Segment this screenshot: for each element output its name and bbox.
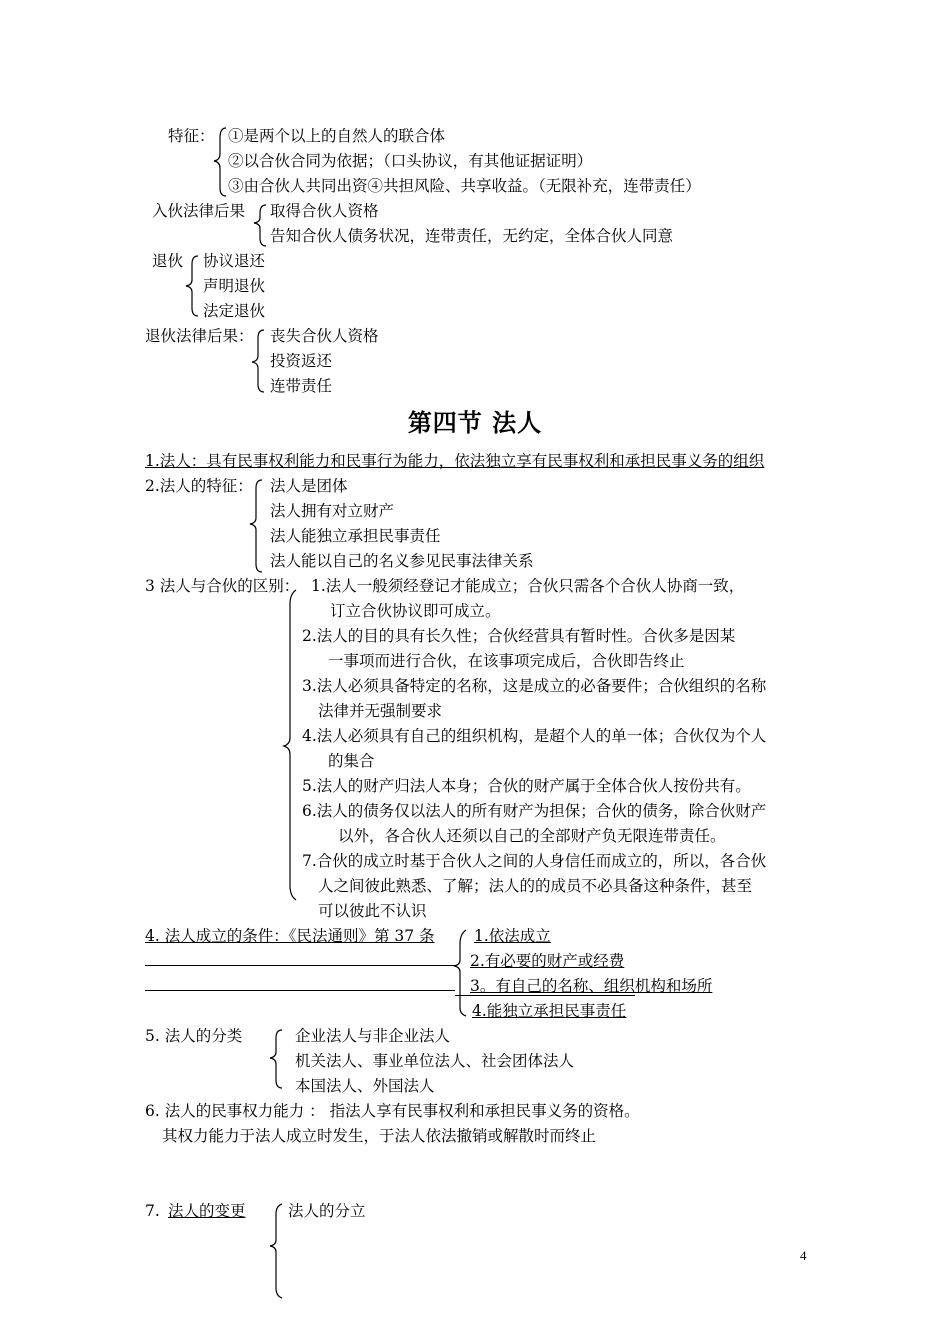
lp-diff-label: 3 法人与合伙的区别： (145, 577, 300, 595)
feature-item: ②以合伙合同为依据；（口头协议，有其他证据证明） (228, 152, 593, 170)
lp-class-label: 5. 法人的分类 (145, 1027, 243, 1045)
withdraw-item: 协议退还 (203, 252, 266, 270)
lp-cond-label: 4. 法人成立的条件：《民法通则》第 37 条 (145, 927, 435, 945)
brace-withdraw-effect (252, 330, 264, 392)
lp-cond-item: 4.能独立承担民事责任 (472, 1002, 627, 1020)
lp-diff-line: 人之间彼此熟悉、了解；法人的的成员不必具备这种条件，甚至 (318, 877, 753, 895)
lp-diff-line: 3.法人必须具备特定的名称，这是成立的必备要件；合伙组织的名称 (302, 677, 767, 695)
lp-feature-item: 法人能以自己的名义参见民事法律关系 (270, 552, 534, 570)
page-number: 4 (800, 1248, 807, 1263)
divider-line (145, 990, 455, 991)
brace-lp-classes (270, 1030, 282, 1088)
lp-feature-item: 法人是团体 (270, 477, 348, 495)
withdraw-item: 法定退伙 (203, 302, 266, 320)
lp-feature-item: 法人能独立承担民事责任 (270, 527, 441, 545)
join-label: 入伙法律后果 (152, 202, 246, 220)
withdraw-item: 声明退伙 (203, 277, 266, 295)
lp-cond-item: 1.依法成立 (474, 927, 551, 945)
divider-line (145, 965, 455, 966)
section-title: 第四节 法人 (407, 408, 543, 437)
withdraw-effect-label: 退伙法律后果： (145, 327, 254, 345)
lp-diff-line: 5.法人的财产归法人本身；合伙的财产属于全体合伙人按份共有。 (302, 777, 751, 795)
brace-lp-diffs (284, 590, 296, 900)
brace-lp-change (270, 1204, 282, 1298)
lp-class-item: 本国法人、外国法人 (295, 1077, 435, 1095)
features-label: 特征： (168, 127, 215, 145)
divider-line (455, 995, 635, 996)
lp-diff-line: 法律并无强制要求 (318, 702, 443, 720)
feature-item: ③由合伙人共同出资④共担风险、共享收益。（无限补充，连带责任） (228, 177, 701, 195)
lp-diff-line: 7.合伙的成立时基于合伙人之间的人身信任而成立的，所以，各合伙 (302, 852, 767, 870)
definition-line: 1.法人：具有民事权利能力和民事行为能力，依法独立享有民事权利和承担民事义务的组织 (145, 452, 765, 470)
lp-change-item: 法人的分立 (288, 1202, 366, 1220)
lp-class-item: 机关法人、事业单位法人、社会团体法人 (295, 1052, 575, 1070)
lp-diff-line: 2.法人的目的具有长久性；合伙经营具有暂时性。合伙多是因某 (302, 627, 736, 645)
lp-diff-line: 的集合 (328, 752, 375, 770)
withdraw-effect-item: 投资返还 (270, 352, 333, 370)
lp-feature-item: 法人拥有对立财产 (270, 502, 395, 520)
withdraw-effect-item: 丧失合伙人资格 (270, 327, 379, 345)
brace-lp-conds (454, 930, 466, 1016)
lp-diff-line: 可以彼此不认识 (318, 902, 427, 920)
lp-diff-line: 6.法人的债务仅以法人的所有财产为担保；合伙的债务，除合伙财产 (302, 802, 767, 820)
withdraw-label: 退伙 (152, 252, 184, 270)
join-item: 告知合伙人债务状况，连带责任，无约定，全体合伙人同意 (270, 227, 674, 245)
lp-change-num: 7. (145, 1202, 160, 1220)
lp-diff-line: 一事项而进行合伙，在该事项完成后，合伙即告终止 (328, 652, 685, 670)
lp-cond-item: 3。有自己的名称、组织机构和场所 (470, 977, 713, 995)
lp-diff-line: 订立合伙协议即可成立。 (330, 602, 501, 620)
lp-class-item: 企业法人与非企业法人 (295, 1027, 451, 1045)
lp-cond-item: 2.有必要的财产或经费 (470, 952, 625, 970)
lp-capacity-line: 其权力能力于法人成立时发生，于法人依法撤销或解散时而终止 (162, 1127, 597, 1145)
lp-features-label: 2.法人的特征： (145, 477, 253, 495)
join-item: 取得合伙人资格 (270, 202, 379, 220)
feature-item: ①是两个以上的自然人的联合体 (228, 127, 446, 145)
brace-features (214, 128, 226, 196)
brace-withdraw (186, 256, 198, 316)
lp-diff-line: 4.法人必须具有自己的组织机构，是超个人的单一体；合伙仅为个人 (302, 727, 767, 745)
lp-capacity-line: 6. 法人的民事权力能力 ： 指法人享有民事权利和承担民事义务的资格。 (145, 1102, 640, 1120)
brace-join (254, 205, 266, 246)
lp-change-label: 法人的变更 (168, 1202, 246, 1220)
lp-diff-line: 1.法人一般须经登记才能成立；合伙只需各个合伙人协商一致， (311, 577, 745, 595)
withdraw-effect-item: 连带责任 (270, 377, 333, 395)
lp-diff-line: 以外，各合伙人还须以自己的全部财产负无限连带责任。 (338, 827, 726, 845)
